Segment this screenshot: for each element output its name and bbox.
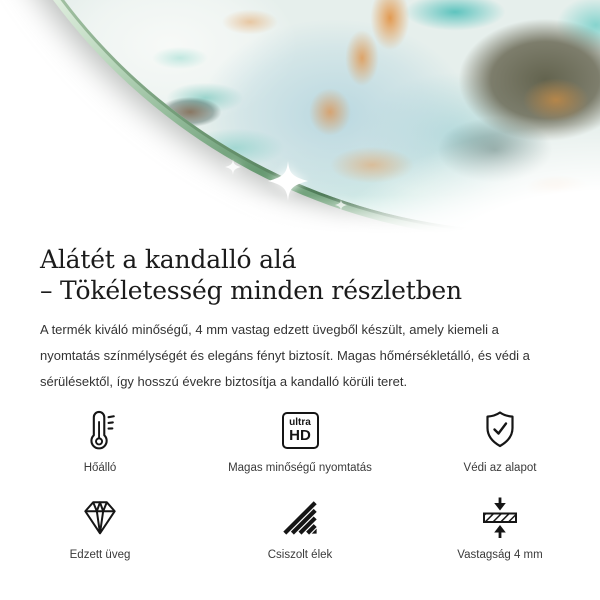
feature-thickness — [400, 494, 600, 561]
feature-polished-edges — [200, 494, 400, 561]
product-photo — [0, 0, 600, 238]
thermometer-icon — [81, 407, 119, 453]
product-text-block — [0, 244, 600, 561]
title-line-2: – Tökéletesség minden részletben — [40, 276, 462, 305]
product-description: A termék kiváló minőségű, 4 mm vastag edzett üvegből készült, amely kiemeli a nyomtatás színmélységét és elegáns fényt biztosít. Magas hőmérsékletálló, és védi a sérülésektől, így hosszú évekre biztosítja a kandalló körüli teret. — [40, 322, 530, 389]
feature-label: Vastagság 4 mm — [457, 549, 543, 561]
feature-label: Védi az alapot — [463, 462, 537, 474]
sparkle-glint-icon — [268, 161, 308, 201]
feature-tempered-glass — [0, 494, 200, 561]
thickness-icon — [480, 494, 520, 540]
sparkle-glint-icon — [335, 199, 347, 211]
feature-grid — [0, 407, 600, 561]
feature-protects-base — [400, 407, 600, 474]
shield-check-icon — [480, 407, 520, 453]
feature-label: Edzett üveg — [69, 549, 131, 561]
feature-heat-resistant — [0, 407, 200, 474]
polished-edges-icon — [281, 494, 319, 540]
ultra-hd-icon — [282, 407, 319, 453]
sparkle-glint-icon — [225, 159, 241, 175]
ultra-hd-badge-bottom: HD — [289, 427, 311, 444]
feature-hd-print — [200, 407, 400, 474]
feature-label: Csiszolt élek — [267, 549, 333, 561]
page-title — [40, 244, 560, 306]
feature-label: Hőálló — [83, 462, 117, 474]
ultra-hd-badge-top: ultra — [289, 417, 311, 428]
diamond-icon — [79, 494, 121, 540]
feature-label: Magas minőségű nyomtatás — [228, 462, 372, 474]
title-line-1: Alátét a kandalló alá — [40, 245, 297, 274]
